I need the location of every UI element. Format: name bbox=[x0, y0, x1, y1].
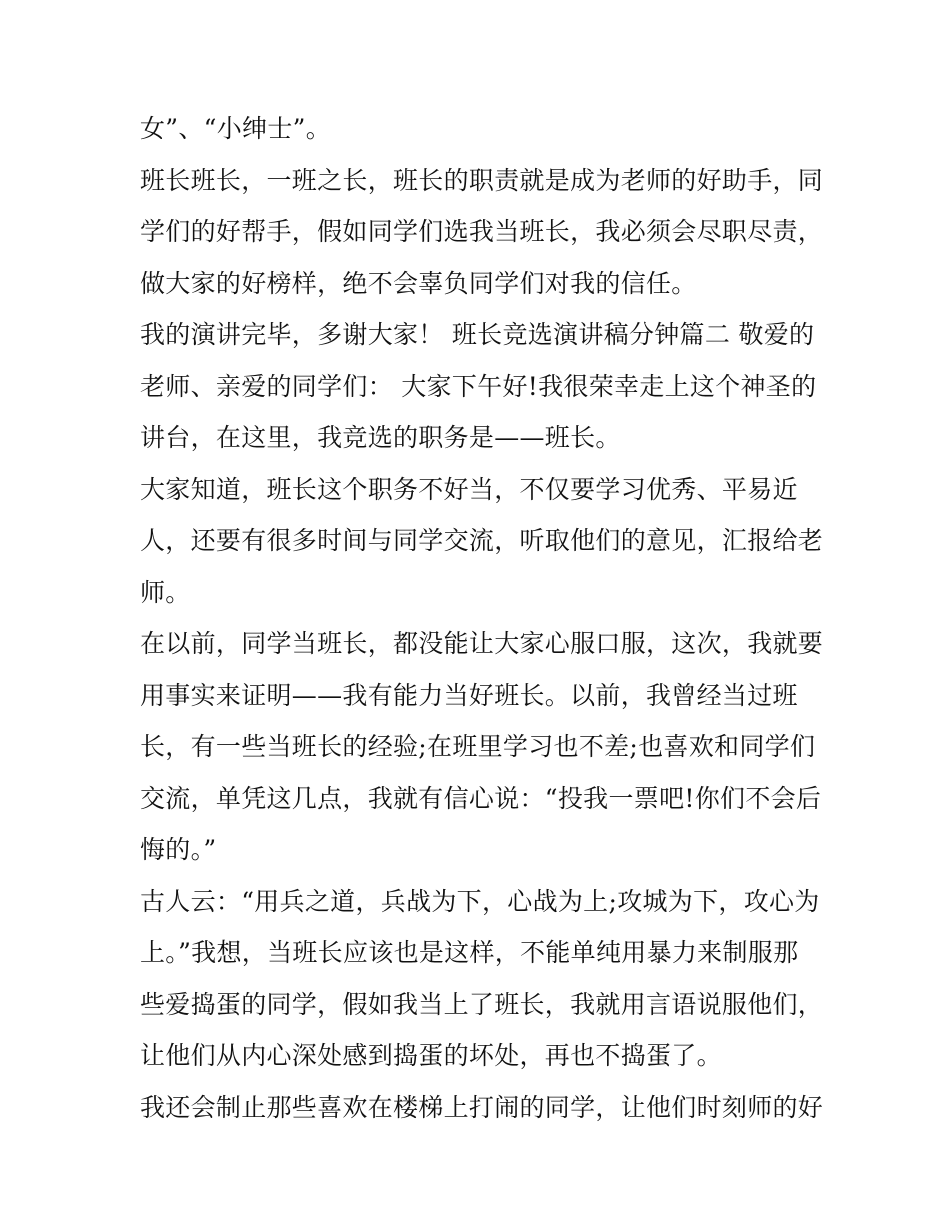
text-line: 些爱捣蛋的同学，假如我当上了班长，我就用言语说服他们， bbox=[140, 989, 824, 1019]
text-line: 上。”我想，当班长应该也是这样，不能单纯用暴力来制服那 bbox=[140, 938, 799, 967]
text-line: 大家知道，班长这个职务不好当，不仅要学习优秀、平易近 bbox=[140, 474, 798, 504]
text-line: 做大家的好榜样，绝不会辜负同学们对我的信任。 bbox=[140, 268, 697, 298]
text-line: 交流，单凭这几点，我就有信心说：“投我一票吧!你们不会后 bbox=[140, 783, 822, 813]
text-line: 讲台，在这里，我竞选的职务是——班长。 bbox=[140, 423, 621, 452]
text-line: 在以前，同学当班长，都没能让大家心服口服，这次，我就要 bbox=[140, 629, 824, 658]
document-body bbox=[140, 103, 824, 1133]
text-line: 班长班长，一班之长，班长的职责就是成为老师的好助手，同 bbox=[140, 165, 824, 195]
text-line: 让他们从内心深处感到捣蛋的坏处，再也不捣蛋了。 bbox=[140, 1041, 722, 1070]
text-line: 长，有一些当班长的经验;在班里学习也不差;也喜欢和同学们 bbox=[140, 732, 816, 761]
text-line: 我还会制止那些喜欢在楼梯上打闹的同学，让他们时刻师的好 bbox=[140, 1092, 824, 1122]
text-line: 师。 bbox=[140, 577, 191, 607]
text-line: 人，还要有很多时间与同学交流，听取他们的意见，汇报给老 bbox=[140, 526, 824, 555]
text-line: 用事实来证明——我有能力当好班长。以前，我曾经当过班 bbox=[140, 680, 798, 710]
text-line: 老师、亲爱的同学们： 大家下午好!我很荣幸走上这个神圣的 bbox=[140, 371, 817, 401]
text-line: 学们的好帮手，假如同学们选我当班长，我必须会尽职尽责， bbox=[140, 217, 824, 246]
text-line: 我的演讲完毕，多谢大家！ 班长竞选演讲稿分钟篇二 敬爱的 bbox=[140, 320, 815, 349]
text-line: 古人云：“用兵之道，兵战为下，心战为上;攻城为下，攻心为 bbox=[140, 886, 820, 916]
text-line: 悔的。” bbox=[140, 835, 217, 864]
text-line: 女”、“小绅士”。 bbox=[140, 114, 332, 143]
